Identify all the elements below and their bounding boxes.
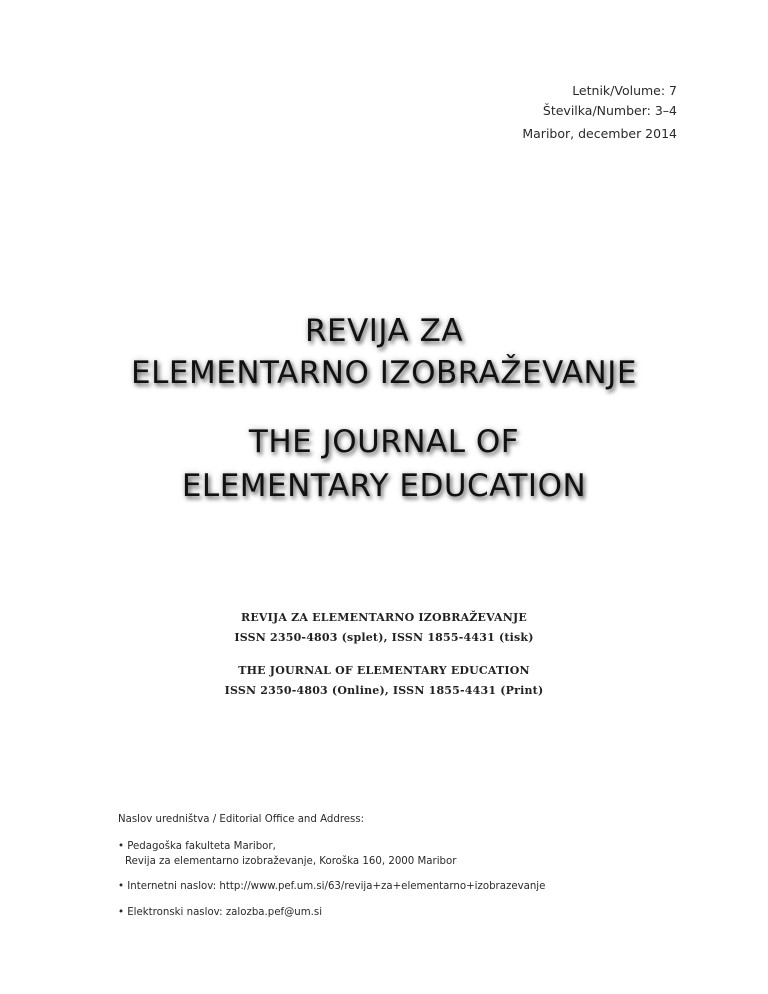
issue-number-label: Številka/Number: 3–4 [542, 103, 677, 118]
english-journal-name: THE JOURNAL OF ELEMENTARY EDUCATION [238, 664, 530, 677]
postal-address-line-1: • Pedagoška fakulteta Maribor, [118, 841, 276, 852]
english-issn: ISSN 2350-4803 (Online), ISSN 1855-4431 (Print) [224, 684, 544, 697]
slovene-title-line-2: ELEMENTARNO IZOBRAŽEVANJE [131, 355, 637, 391]
postal-address-line-2: Revija za elementarno izobraževanje, Koroška 160, 2000 Maribor [125, 856, 457, 867]
editorial-office-heading: Naslov uredništva / Editorial Office and Address: [118, 814, 365, 825]
publication-date-label: Maribor, december 2014 [522, 126, 677, 141]
english-title-line-1: THE JOURNAL OF [248, 424, 520, 460]
website-address: • Internetni naslov: http://www.pef.um.si/63/revija+za+elementarno+izobrazevanje [118, 881, 546, 892]
english-title-line-2: ELEMENTARY EDUCATION [181, 468, 587, 504]
volume-label: Letnik/Volume: 7 [572, 83, 677, 98]
slovene-journal-name: REVIJA ZA ELEMENTARNO IZOBRAŽEVANJE [240, 611, 528, 624]
slovene-issn: ISSN 2350-4803 (splet), ISSN 1855-4431 (tisk) [234, 631, 534, 644]
email-address: • Elektronski naslov: zalozba.pef@um.si [118, 907, 323, 918]
slovene-title-line-1: REVIJA ZA [304, 313, 464, 349]
